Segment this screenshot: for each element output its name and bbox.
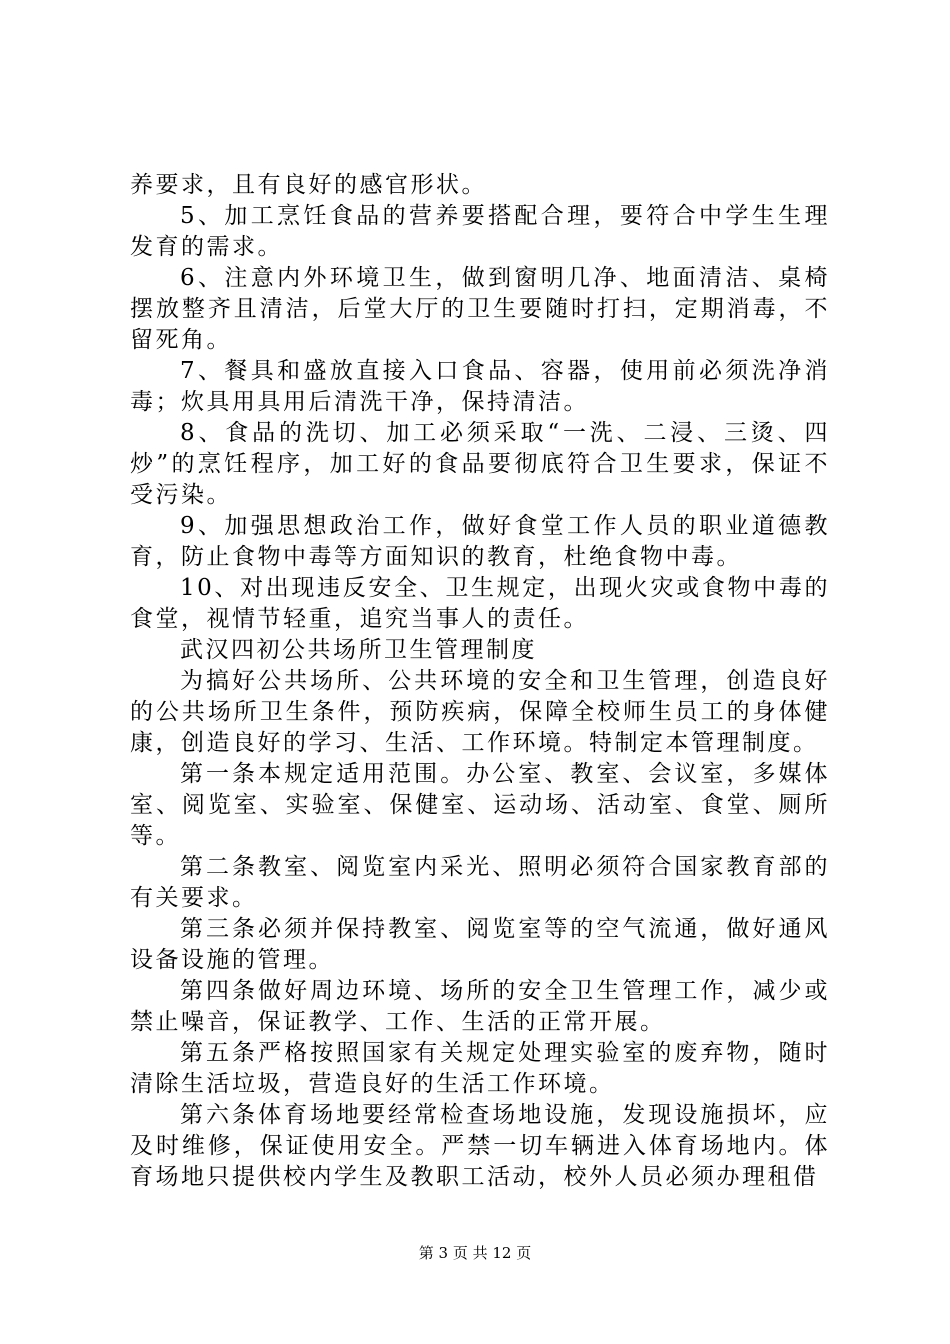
paragraph-item-9: 9、加强思想政治工作，做好食堂工作人员的职业道德教育，防止食物中毒等方面知识的教育，杜绝食物中毒。 (130, 513, 830, 570)
paragraph-article-3: 第三条必须并保持教室、阅览室等的空气流通，做好通风设备设施的管理。 (130, 916, 830, 973)
paragraph-article-4: 第四条做好周边环境、场所的安全卫生管理工作，减少或禁止噪音，保证教学、工作、生活的正常开展。 (130, 978, 830, 1035)
page-number-label: 第 3 页 共 12 页 (418, 1244, 532, 1262)
paragraph-item-5: 5、加工烹饪食品的营养要搭配合理，要符合中学生生理发育的需求。 (130, 203, 830, 260)
paragraph-item-6: 6、注意内外环境卫生，做到窗明几净、地面清洁、桌椅摆放整齐且清洁，后堂大厅的卫生要随时打扫，定期消毒，不留死角。 (130, 265, 830, 353)
paragraph-item-10: 10、对出现违反安全、卫生规定，出现火灾或食物中毒的食堂，视情节轻重，追究当事人的责任。 (130, 575, 830, 632)
paragraph-article-1: 第一条本规定适用范围。办公室、教室、会议室，多媒体室、阅览室、实验室、保健室、运动场、活动室、食堂、厕所等。 (130, 761, 830, 849)
paragraph-article-5: 第五条严格按照国家有关规定处理实验室的废弃物，随时清除生活垃圾，营造良好的生活工作环境。 (130, 1040, 830, 1097)
page-footer (0, 1243, 950, 1263)
paragraph-continuation: 养要求，且有良好的感官形状。 (130, 172, 487, 198)
document-body (130, 170, 830, 1193)
paragraph-intro: 为搞好公共场所、公共环境的安全和卫生管理，创造良好的公共场所卫生条件，预防疾病，保障全校师生员工的身体健康，创造良好的学习、生活、工作环境。特制定本管理制度。 (130, 668, 830, 756)
paragraph-item-7: 7、餐具和盛放直接入口食品、容器，使用前必须洗净消毒；炊具用具用后清洗干净，保持清洁。 (130, 358, 830, 415)
paragraph-article-2: 第二条教室、阅览室内采光、照明必须符合国家教育部的有关要求。 (130, 854, 830, 911)
paragraph-item-8: 8、食品的洗切、加工必须采取“一洗、二浸、三烫、四炒”的烹饪程序，加工好的食品要彻底符合卫生要求，保证不受污染。 (130, 420, 830, 508)
paragraph-article-6: 第六条体育场地要经常检查场地设施，发现设施损坏，应及时维修，保证使用安全。严禁一切车辆进入体育场地内。体育场地只提供校内学生及教职工活动，校外人员必须办理租借 (130, 1102, 830, 1190)
section-title: 武汉四初公共场所卫生管理制度 (180, 637, 537, 663)
